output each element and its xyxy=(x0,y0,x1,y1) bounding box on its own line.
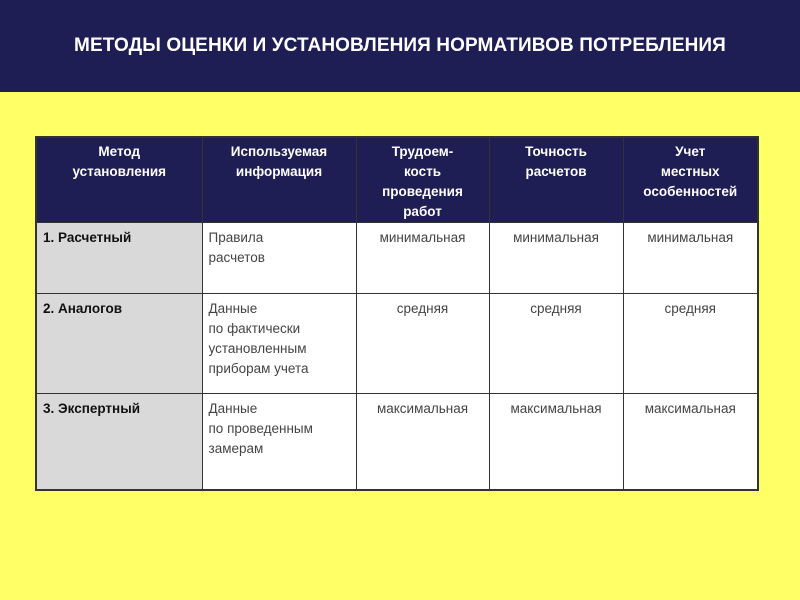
local-cell: средняя xyxy=(623,294,758,394)
local-cell: максимальная xyxy=(623,394,758,490)
table-header-row xyxy=(36,137,758,223)
header-accuracy: Точность расчетов xyxy=(489,137,623,223)
table-row xyxy=(36,394,758,490)
method-cell: 3. Экспертный xyxy=(36,394,202,490)
labor-cell: максимальная xyxy=(356,394,489,490)
method-cell: 1. Расчетный xyxy=(36,223,202,294)
page-title: МЕТОДЫ ОЦЕНКИ И УСТАНОВЛЕНИЯ НОРМАТИВОВ ПОТРЕБЛЕНИЯ xyxy=(74,35,726,56)
header-info: Используемая информация xyxy=(202,137,356,223)
title-bar xyxy=(0,0,800,92)
table-row xyxy=(36,294,758,394)
info-cell: Данные по фактически установленным приборам учета xyxy=(202,294,356,394)
table-row xyxy=(36,223,758,294)
labor-cell: средняя xyxy=(356,294,489,394)
accuracy-cell: минимальная xyxy=(489,223,623,294)
methods-table xyxy=(35,136,759,491)
info-cell: Данные по проведенным замерам xyxy=(202,394,356,490)
header-local: Учет местных особенностей xyxy=(623,137,758,223)
header-labor: Трудоем- кость проведения работ xyxy=(356,137,489,223)
local-cell: минимальная xyxy=(623,223,758,294)
header-method: Метод установления xyxy=(36,137,202,223)
labor-cell: минимальная xyxy=(356,223,489,294)
accuracy-cell: максимальная xyxy=(489,394,623,490)
info-cell: Правила расчетов xyxy=(202,223,356,294)
method-cell: 2. Аналогов xyxy=(36,294,202,394)
accuracy-cell: средняя xyxy=(489,294,623,394)
